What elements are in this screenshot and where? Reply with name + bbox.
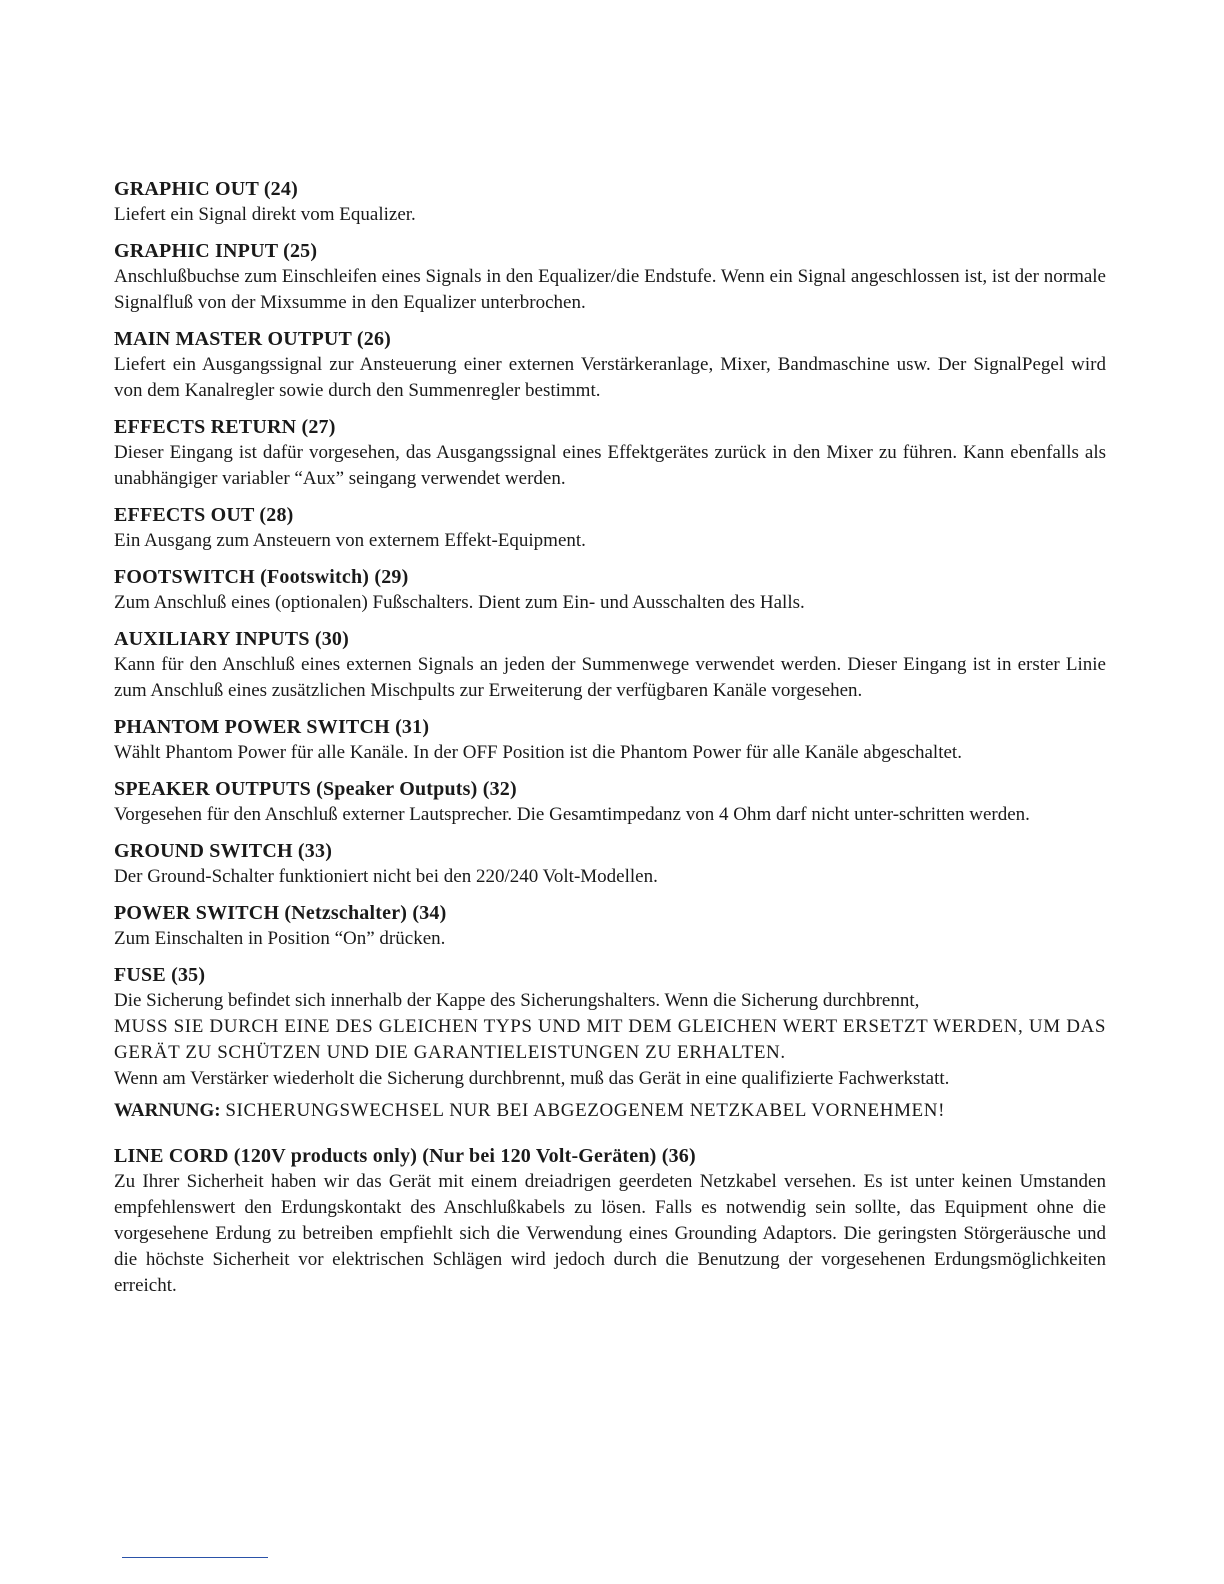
section-heading: EFFECTS RETURN (27) (114, 416, 336, 438)
section-speaker-outputs (114, 776, 1106, 828)
fuse-warning (114, 1098, 1106, 1124)
section-graphic-out (114, 176, 1106, 228)
section-text: Wählt Phantom Power für alle Kanäle. In der OFF Position ist die Phantom Power für alle Kanäle abgeschaltet. (114, 742, 962, 763)
fuse-text-2: Wenn am Verstärker wiederholt die Sicherung durchbrennt, muß das Gerät in eine qualifizierte Fachwerkstatt. (114, 1068, 950, 1089)
warning-text: SICHERUNGSWECHSEL NUR BEI ABGEZOGENEM NETZKABEL VORNEHMEN! (225, 1100, 946, 1121)
section-footswitch (114, 564, 1106, 616)
section-text: Ein Ausgang zum Ansteuern von externem Effekt-Equipment. (114, 530, 586, 551)
section-power-switch (114, 900, 1106, 952)
section-heading: GROUND SWITCH (33) (114, 840, 333, 862)
section-text: Zu Ihrer Sicherheit haben wir das Gerät mit einem dreiadrigen geerdeten Netzkabel versehen. Es ist unter keinen Umstanden empfehlenswert den Erdungskontakt des Anschlußkabels zu lösen. Falls es notwendig sein sollte, das Equipment ohne die vorgesehene Erdung zu betreiben empfiehlt sich die Verwendung eines Grounding Adaptors. Die geringsten Störgeräusche und die höchste Sicherheit vor elektrischen Schlägen wird jedoch durch die Benutzung der vorgesehenen Erdungsmöglichkeiten erreicht. (114, 1171, 1106, 1296)
section-text: Kann für den Anschluß eines externen Signals an jeden der Summenwege verwendet werden. Dieser Eingang ist in erster Linie zum Anschluß eines zusätzlichen Mischpults zur Erweiterung der verfügbaren Kanäle vorgesehen. (114, 654, 1106, 701)
section-line-cord (114, 1143, 1106, 1299)
section-text: Dieser Eingang ist dafür vorgesehen, das Ausgangssignal eines Effektgerätes zurück in den Mixer zu führen. Kann ebenfalls als unabhängiger variabler “Aux” seingang verwendet werden. (114, 442, 1106, 489)
section-effects-out (114, 502, 1106, 554)
section-ground-switch (114, 838, 1106, 890)
section-heading: AUXILIARY INPUTS (30) (114, 628, 349, 650)
section-heading: GRAPHIC OUT (24) (114, 178, 298, 200)
section-main-master-output (114, 326, 1106, 404)
fuse-text: Die Sicherung befindet sich innerhalb der Kappe des Sicherungshalters. Wenn die Sicherung durchbrennt, (114, 990, 920, 1011)
section-graphic-input (114, 238, 1106, 316)
section-heading: SPEAKER OUTPUTS (Speaker Outputs) (32) (114, 778, 517, 800)
section-heading: MAIN MASTER OUTPUT (26) (114, 328, 392, 350)
fuse-caps-text: MUSS SIE DURCH EINE DES GLEICHEN TYPS UND MIT DEM GLEICHEN WERT ERSETZT WERDEN, UM DAS GERÄT ZU SCHÜTZEN UND DIE GARANTIELEISTUNGEN ZU ERHALTEN. (114, 1016, 1106, 1063)
section-heading: PHANTOM POWER SWITCH (31) (114, 716, 430, 738)
section-heading: FUSE (35) (114, 964, 206, 986)
section-auxiliary-inputs (114, 626, 1106, 704)
document-page (114, 176, 1106, 1309)
section-text: Zum Einschalten in Position “On” drücken. (114, 928, 446, 949)
section-heading: LINE CORD (120V products only) (Nur bei 120 Volt-Geräten) (36) (114, 1145, 696, 1167)
section-text: Liefert ein Signal direkt vom Equalizer. (114, 204, 416, 225)
section-heading: FOOTSWITCH (Footswitch) (29) (114, 566, 409, 588)
section-heading: EFFECTS OUT (28) (114, 504, 294, 526)
section-text: Liefert ein Ausgangssignal zur Ansteuerung einer externen Verstärkeranlage, Mixer, Bandmaschine usw. Der SignalPegel wird von dem Kanalregler sowie durch den Summenregler bestimmt. (114, 354, 1106, 401)
section-heading: POWER SWITCH (Netzschalter) (34) (114, 902, 447, 924)
section-text: Anschlußbuchse zum Einschleifen eines Signals in den Equalizer/die Endstufe. Wenn ein Signal angeschlossen ist, ist der normale Signalfluß von der Mixsumme in den Equalizer unterbrochen. (114, 266, 1106, 313)
section-phantom-power-switch (114, 714, 1106, 766)
warning-label: WARNUNG: (114, 1100, 221, 1121)
section-text: Vorgesehen für den Anschluß externer Lautsprecher. Die Gesamtimpedanz von 4 Ohm darf nicht unter-schritten werden. (114, 804, 1030, 825)
section-text: Der Ground-Schalter funktioniert nicht bei den 220/240 Volt-Modellen. (114, 866, 658, 887)
section-fuse (114, 962, 1106, 1124)
section-text: Zum Anschluß eines (optionalen) Fußschalters. Dient zum Ein- und Ausschalten des Halls. (114, 592, 805, 613)
section-effects-return (114, 414, 1106, 492)
section-heading: GRAPHIC INPUT (25) (114, 240, 318, 262)
footer-rule (122, 1557, 268, 1558)
